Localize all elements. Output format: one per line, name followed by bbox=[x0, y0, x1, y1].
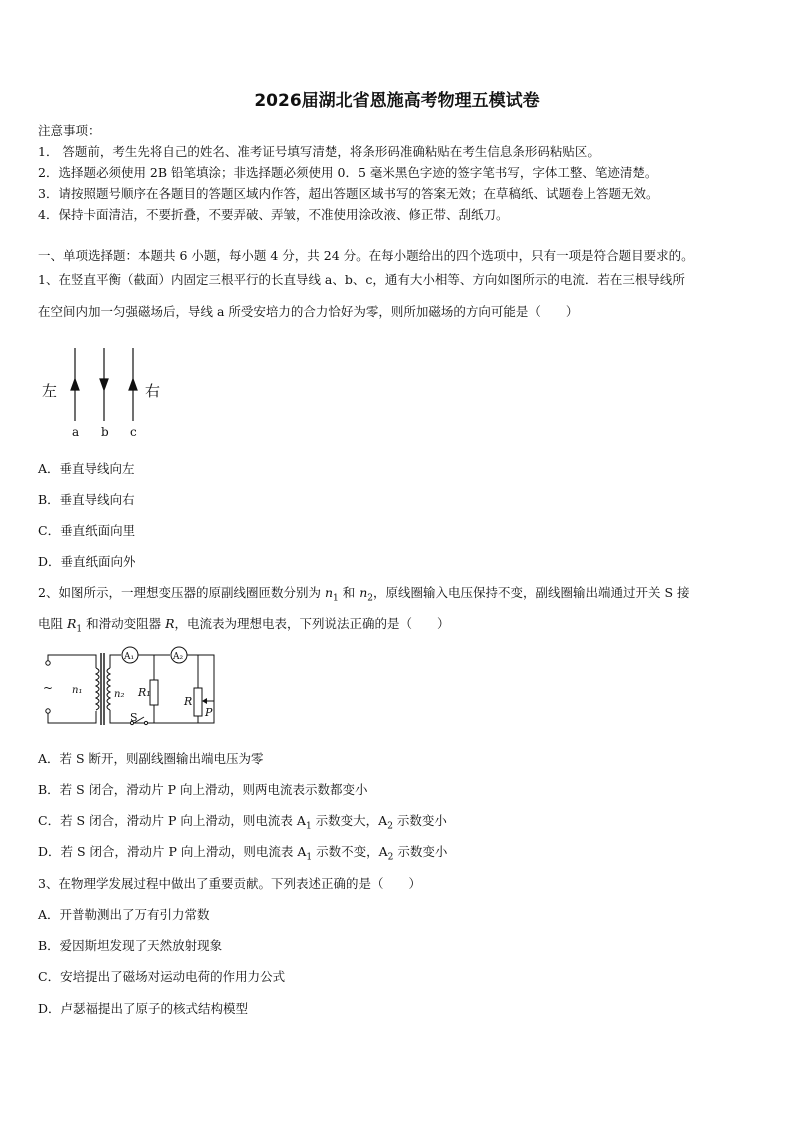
q2-option-b: B．若 S 闭合，滑动片 P 向上滑动，则两电流表示数都变小 bbox=[38, 782, 368, 797]
resistor-r1 bbox=[150, 680, 158, 705]
notice-item: 4．保持卡面清洁，不要折叠，不要弄破、弄皱，不准使用涂改液、修正带、刮纸刀。 bbox=[38, 207, 509, 222]
n2-label: n₂ bbox=[114, 689, 125, 700]
notice-item: 2．选择题必须使用 2B 铅笔填涂；非选择题必须使用 0．5 毫米黑色字迹的签字笔书写，字体工整、笔迹清楚。 bbox=[38, 165, 658, 180]
secondary-coil bbox=[107, 668, 110, 710]
q3-option-c: C．安培提出了磁场对运动电荷的作用力公式 bbox=[38, 969, 286, 984]
a1-label: A₁ bbox=[124, 652, 135, 662]
source-label: ~ bbox=[43, 681, 54, 695]
r1-label: R₁ bbox=[138, 686, 151, 699]
page-title: 2026届湖北省恩施高考物理五模试卷 bbox=[254, 91, 540, 111]
q3-option-b: B．爱因斯坦发现了天然放射现象 bbox=[38, 938, 223, 953]
section-heading: 一、单项选择题：本题共 6 小题，每小题 4 分，共 24 分。在每小题给出的四个选项中，只有一项是符合题目要求的。 bbox=[38, 248, 694, 263]
s-label: S bbox=[130, 711, 138, 724]
rheostat-r bbox=[194, 688, 202, 716]
primary-coil bbox=[96, 668, 99, 710]
p-label: P bbox=[205, 706, 213, 719]
q2-stem-line1: 2、如图所示，一理想变压器的原副线圈匝数分别为 $n_1$ 和 $n_2$，原线圈输入电压保持不变，副线圈输出端通过开关 S 接 bbox=[38, 585, 690, 604]
wire-label-a: a bbox=[72, 425, 80, 439]
right-label: 右 bbox=[145, 382, 161, 400]
left-label: 左 bbox=[42, 382, 58, 400]
q1-wire-figure bbox=[38, 343, 178, 441]
r-label: R bbox=[184, 695, 193, 708]
q1-option-c: C．垂直纸面向里 bbox=[38, 523, 136, 538]
slider-arrow-icon bbox=[202, 698, 207, 704]
q1-option-a: A．垂直导线向左 bbox=[38, 461, 135, 476]
a2-label: A₂ bbox=[173, 652, 184, 662]
q1-stem-line2: 在空间内加一匀强磁场后，导线 a 所受安培力的合力恰好为零，则所加磁场的方向可能是（ ） bbox=[38, 304, 579, 319]
notice-item: 1． 答题前，考生先将自己的姓名、准考证号填写清楚，将条形码准确粘贴在考生信息条形码粘贴区。 bbox=[38, 144, 600, 159]
q3-option-a: A．开普勒测出了万有引力常数 bbox=[38, 907, 210, 922]
wire-label-c: c bbox=[130, 425, 137, 439]
wire-label-b: b bbox=[101, 425, 109, 439]
arrow-down-icon bbox=[100, 379, 108, 390]
arrow-up-icon bbox=[71, 379, 79, 390]
q2-stem-line2: 电阻 $R_1$ 和滑动变阻器 R，电流表为理想电表，下列说法正确的是（ ） bbox=[38, 616, 450, 635]
n1-label: n₁ bbox=[72, 685, 83, 696]
q3-option-d: D．卢瑟福提出了原子的核式结构模型 bbox=[38, 1001, 249, 1016]
notice-item: 3．请按照题号顺序在各题目的答题区域内作答，超出答题区域书写的答案无效；在草稿纸、试题卷上答题无效。 bbox=[38, 186, 659, 201]
q1-stem-line1: 1、在竖直平衡（截面）内固定三根平行的长直导线 a、b、c，通有大小相等、方向如图所示的电流．若在三根导线所 bbox=[38, 272, 685, 287]
q2-option-c: C．若 S 闭合，滑动片 P 向上滑动，则电流表 $A_1$ 示数变大，$A_2$ 示数变小 bbox=[38, 813, 447, 832]
notice-heading: 注意事项： bbox=[38, 123, 101, 138]
q1-option-d: D．垂直纸面向外 bbox=[38, 554, 136, 569]
q1-option-b: B．垂直导线向右 bbox=[38, 492, 135, 507]
q2-option-d: D．若 S 闭合，滑动片 P 向上滑动，则电流表 $A_1$ 示数不变，$A_2$ 示数变小 bbox=[38, 844, 448, 863]
q3-stem: 3、在物理学发展过程中做出了重要贡献。下列表述正确的是（ ） bbox=[38, 876, 421, 891]
q2-circuit-figure bbox=[38, 643, 223, 735]
arrow-up-icon bbox=[129, 379, 137, 390]
q2-option-a: A．若 S 断开，则副线圈输出端电压为零 bbox=[38, 751, 264, 766]
